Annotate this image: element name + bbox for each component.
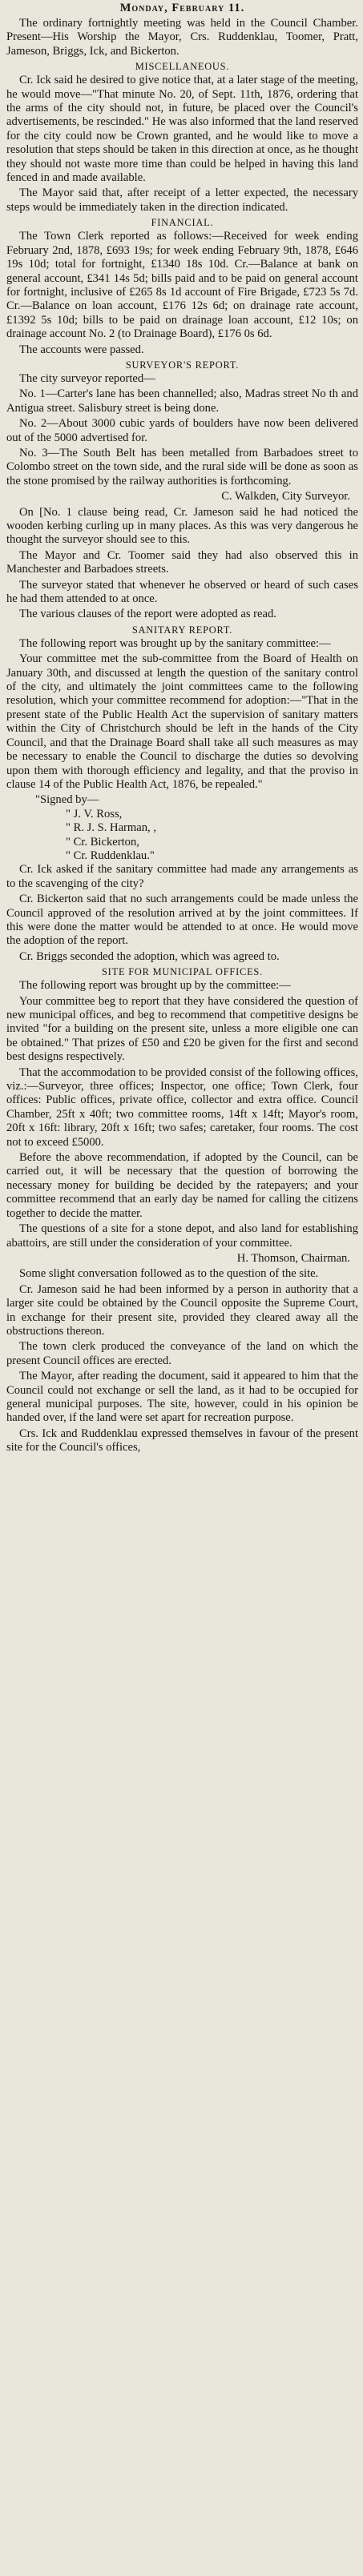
paragraph: The town clerk produced the conveyance of the land on which the present Council offices are erected. (6, 1340, 358, 1367)
paragraph: No. 2—About 3000 cubic yards of boulders have now been delivered out of the 5000 advertised for. (6, 417, 358, 444)
paragraph: Your committee met the sub-committee from the Board of Health on January 30th, and discussed at length the question of the sanitary control of the city, and ultimately the joint committees came to the following resolution, which your committee recommend for adoption:—"That in the present state of the Public Health Act the supervision of sanitary matters within the City of Christchurch should be left in the hands of the City Council, and that the Drainage Board shall take all such measures as may be necessary to enable the Council to discharge the duties so devolving upon them with thorough efficiency and legality, and that the proviso in clause 14 of the Public Health Act, 1876, be repealed." (6, 652, 358, 791)
section-heading-offices: SITE FOR MUNICIPAL OFFICES. (101, 966, 264, 978)
paragraph: The accounts were passed. (19, 343, 144, 356)
paragraph: The Mayor, after reading the document, said it appeared to him that the Council could not exchange or sell the land, as it had to be occupied for general municipal purposes. The site, however, could in his opinion be handed over, if the land were set apart for recreation purpose. (6, 1370, 358, 1425)
paragraph: The various clauses of the report were adopted as read. (19, 608, 276, 621)
paragraph: The surveyor stated that whenever he observed or heard of such cases he had them attended to at once. (6, 578, 358, 606)
opening-paragraph: The ordinary fortnightly meeting was held in the Council Chamber. Present—His Worship the Mayor, Crs. Ruddenklau, Toomer, Pratt, Jameson, Briggs, Ick, and Bickerton. (6, 17, 358, 58)
signatory: " Cr. Bickerton, (66, 835, 139, 849)
paragraph: That the accommodation to be provided consist of the following offices, viz.:—Surveyor, three offices; Inspector, one office; Town Clerk, four offices: Public offices, private office, collector and extra office. Council Chamber, 25ft x 40ft; two committee rooms, 14ft x 14ft; Mayor's room, 20ft x 16ft: library, 20ft x 16ft; two safes; caretaker, four rooms. The cost not to exceed £5000. (6, 1065, 358, 1149)
surveyor-signature: C. Walkden, City Surveyor. (221, 490, 350, 504)
paragraph: On [No. 1 clause being read, Cr. Jameson said he had noticed the wooden kerbing curling up in many places. As this was very dangerous he thought the surveyor should see to this. (6, 505, 358, 547)
section-heading-miscellaneous: MISCELLANEOUS. (135, 61, 230, 73)
signatory: " R. J. S. Harman, , (66, 821, 156, 835)
paragraph: No. 1—Carter's lane has been channelled; also, Madras street No th and Antigua street. Salisbury street is being done. (6, 387, 358, 415)
paragraph: The questions of a site for a stone depot, and also land for establishing abattoirs, are still under the consideration of your committee. (6, 1222, 358, 1250)
section-heading-surveyor: SURVEYOR'S REPORT. (125, 359, 240, 371)
paragraph: The Town Clerk reported as follows:—Received for week ending February 2nd, 1878, £693 19s; for week ending February 9th, 1878, £646 19s 10d; total for fortnight, £1340 18s 10d. Cr.—Balance at bank on general account, £341 14s 5d; bills paid and to be paid on general account for fortnight, inclusive of £265 8s 1d account of Fire Brigade, £723 5s 7d. Cr.—Balance on loan account, £176 12s 6d; on drainage rate account, £1392 5s 10d; bills to be paid on drainage loan account, £12 10s; on drainage account No. 2 (to Drainage Board), £176 0s 6d. (6, 230, 358, 341)
paragraph: No. 3—The South Belt has been metalled from Barbadoes street to Colombo street on the town side, and the rural side will be done as soon as the stone promised by the railway authorities is forthcoming. (6, 446, 358, 488)
paragraph: The following report was brought up by the committee:— (19, 979, 291, 993)
section-heading-financial: FINANCIAL. (151, 217, 214, 229)
paragraph: Cr. Briggs seconded the adoption, which was agreed to. (19, 949, 280, 963)
paragraph: The following report was brought up by the sanitary committee:— (19, 636, 331, 650)
paragraph: Crs. Ick and Ruddenklau expressed themselves in favour of the present site for the Council's offices, (6, 1426, 358, 1455)
paragraph: Cr. Ick asked if the sanitary committee had made any arrangements as to the scavenging of the city? (6, 863, 358, 890)
signatory: " Cr. Ruddenklau." (66, 849, 155, 862)
paragraph: Cr. Jameson said he had been informed by a person in authority that a larger site could be obtained by the Council opposite the Supreme Court, in exchange for their present site, provided they cleared away all the obstructions thereon. (6, 1282, 358, 1338)
signatories-block (30, 793, 358, 863)
paragraph: The Mayor said that, after receipt of a letter expected, the necessary steps would be immediately taken in the direction indicated. (6, 187, 358, 214)
chairman-signature: H. Thomson, Chairman. (236, 1251, 350, 1265)
date-heading: Monday, February 11. (119, 2, 245, 14)
section-heading-sanitary: SANITARY REPORT. (131, 624, 233, 636)
paragraph: Before the above recommendation, if adopted by the Council, can be carried out, it will be necessary that the question of borrowing the necessary money for building be decided by the ratepayers; and your committee recommend that an early day be named for calling the citizens together to decide the matter. (6, 1151, 358, 1220)
paragraph: Cr. Ick said he desired to give notice that, at a later stage of the meeting, he would move—"That minute No. 20, of Sept. 11th, 1876, ordering that the arms of the city should not, in future, be placed over the Council's advertisements, be rescinded." He was also informed that the land reserved for the city could now be Crown granted, and he would like to move a resolution that steps should be taken in this direction at once, as he thought they should not waste more time than could be helped in having this land fenced in and made available. (6, 74, 358, 185)
signed-label: "Signed by— (35, 793, 99, 807)
paragraph: The city surveyor reported— (19, 371, 155, 385)
paragraph: The Mayor and Cr. Toomer said they had also observed this in Manchester and Barbadoes streets. (6, 548, 358, 576)
paragraph: Cr. Bickerton said that no such arrangements could be made unless the Council approved of the resolution arrived at by the joint committees. If this were done the matter would be attended to at once. He would move the adoption of the report. (6, 893, 358, 948)
paragraph: Some slight conversation followed as to the question of the site. (19, 1267, 319, 1281)
paragraph: Your committee beg to report that they have considered the question of new municipal offices, and beg to recommend that competitive designs be invited "for a building on the present site, unless a more eligible one can be obtained." That prizes of £50 and £20 be given for the first and second best designs respectively. (6, 994, 358, 1064)
signatory: " J. V. Ross, (66, 807, 123, 821)
